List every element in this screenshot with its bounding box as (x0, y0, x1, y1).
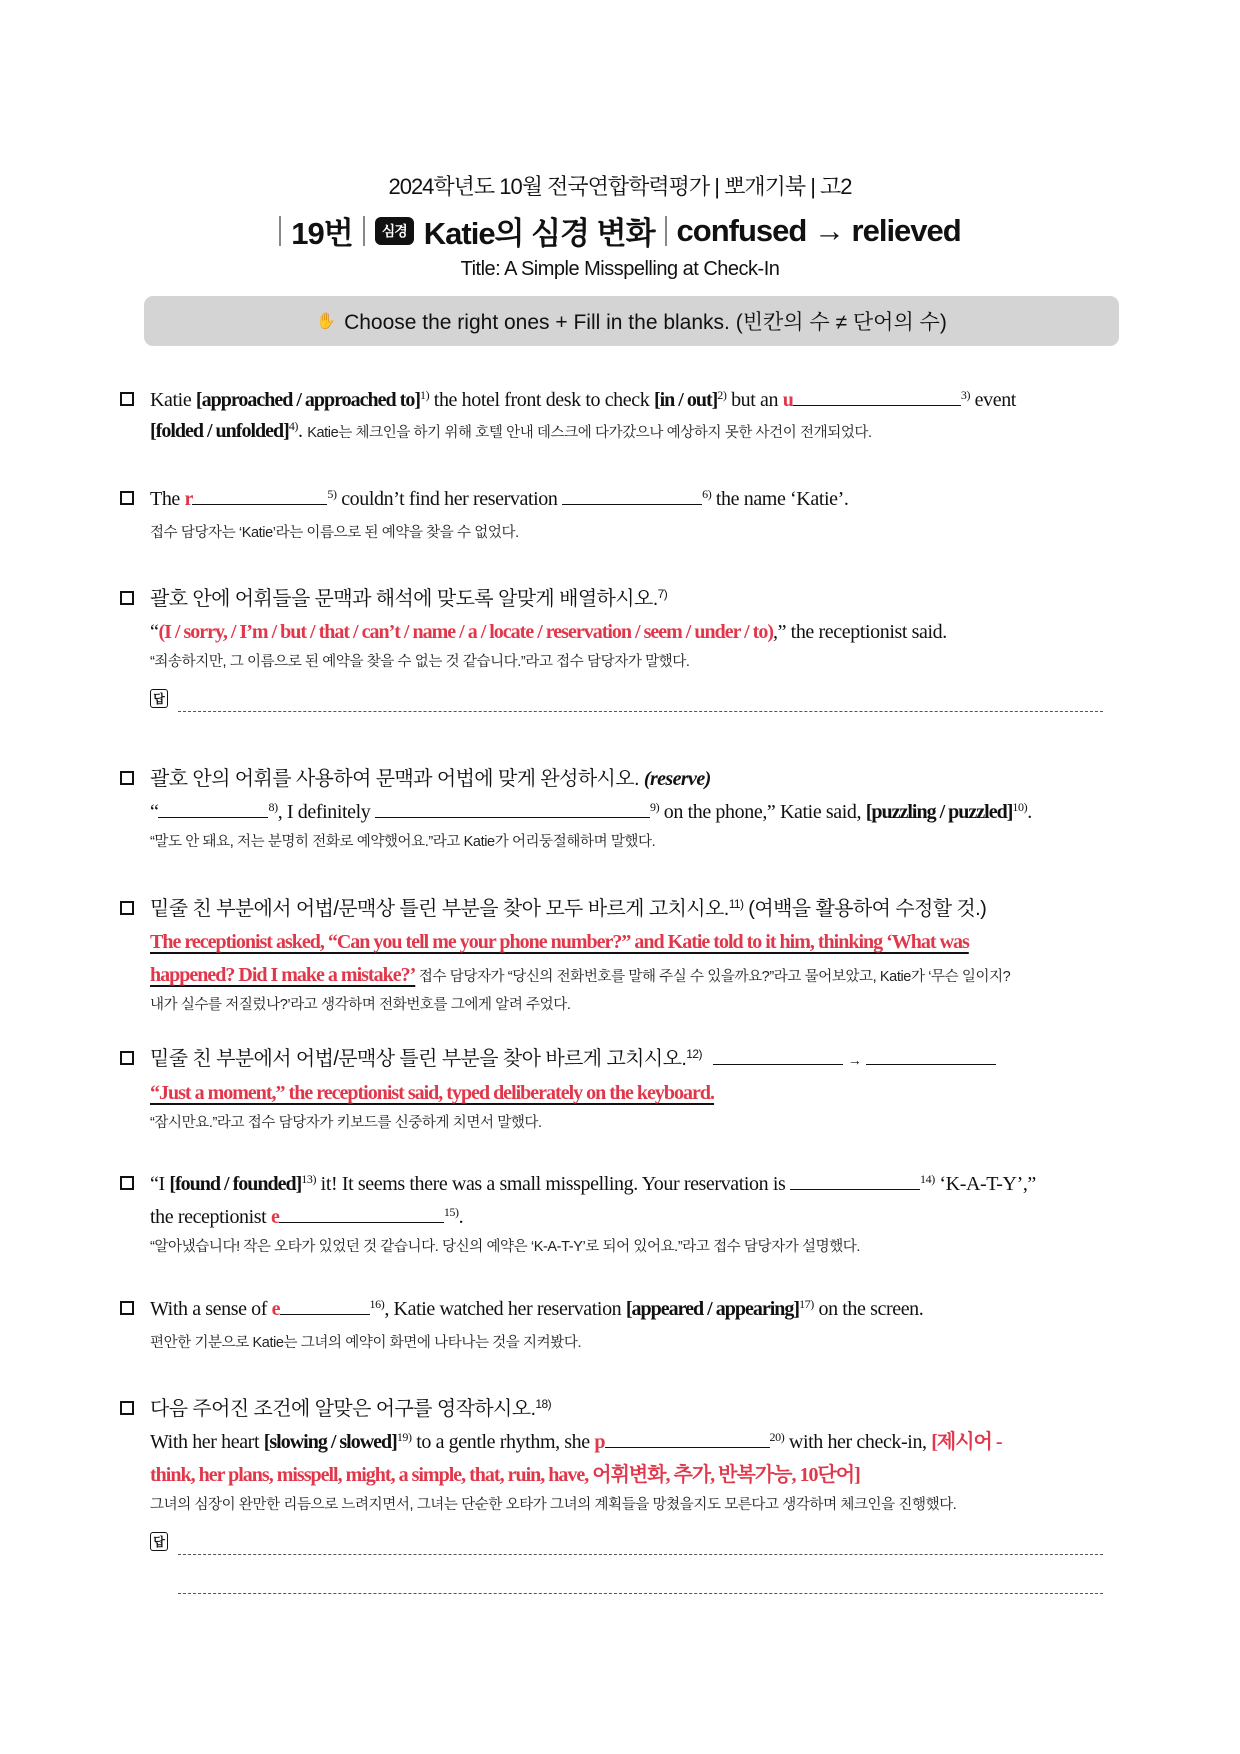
question-3: 괄호 안에 어휘들을 문맥과 해석에 맞도록 알맞게 배열하시오.$^{7)}$ “(I / sorry, / I’m / but / that / can’t / name / a / locate / reservation / seem / under / to),” the receptionist said. “죄송하지만, 그 이름으로 된 예약을 찾을 수 없는 것 같습니다.”라고 접수 담당자가 말했다. 답 (120, 583, 1130, 712)
translation: “죄송하지만, 그 이름으로 된 예약을 찾을 수 없는 것 같습니다.”라고 접수 담당자가 말했다. (150, 654, 690, 670)
prompt: 다음 주어진 조건에 알맞은 어구를 영작하시오. (150, 1398, 536, 1420)
hand-icon: ✋ (316, 313, 337, 330)
blank-9[interactable] (375, 800, 650, 818)
condition: think, her plans, misspell, might, a simple, that, ruin, have, 어휘변화, 추가, 반복가능, 10단어] (150, 1464, 860, 1486)
checkbox[interactable] (120, 392, 134, 406)
blank-5[interactable] (192, 487, 327, 505)
blank-3[interactable] (793, 388, 961, 406)
hint-letter: u (782, 389, 793, 411)
prompt: 괄호 안의 어휘를 사용하여 문맥과 어법에 맞게 완성하시오. (150, 768, 644, 790)
divider (279, 216, 281, 246)
choice-13[interactable]: [found / founded] (169, 1173, 302, 1195)
choice-19[interactable]: [slowing / slowed] (263, 1431, 397, 1453)
translation: 내가 실수를 저질렀나?’라고 생각하며 전화번호를 그에게 알려 주었다. (150, 997, 571, 1013)
checkbox[interactable] (120, 1301, 134, 1315)
hint-letter: e (271, 1298, 280, 1320)
underlined-passage: happened? Did I make a mistake?’ (150, 964, 416, 986)
divider (363, 216, 365, 246)
answer-icon: 답 (150, 689, 168, 708)
hint-letter: p (594, 1431, 605, 1453)
checkbox[interactable] (120, 771, 134, 785)
instruction-text: Choose the right ones + Fill in the blanks. (빈칸의 수 ≠ 단어의 수) (344, 311, 947, 334)
question-4: 괄호 안의 어휘를 사용하여 문맥과 어법에 맞게 완성하시오. (reserve) “ $^{8)}$, I definitely $^{9)}$ on the phone,” Katie said, [puzzling / puzzled]$^{10)}$. “말도 안 돼요, 저는 분명히 전화로 예약했어요.”라고 Katie가 어리둥절해하며 말했다. (120, 763, 1130, 855)
blank-16[interactable] (280, 1297, 370, 1315)
arrow-icon: → (847, 1052, 862, 1068)
hint-letter: e (270, 1206, 279, 1228)
translation: 그녀의 심장이 완만한 리듬으로 느려지면서, 그녀는 단순한 오타가 그녀의 계획들을 망쳤을지도 모른다고 생각하며 체크인을 진행했다. (150, 1497, 957, 1513)
blank-8[interactable] (158, 800, 268, 818)
answer-icon: 답 (150, 1532, 168, 1551)
choice-1[interactable]: [approached / approached to] (195, 389, 420, 411)
category-badge: 심경 (375, 217, 414, 245)
blank-20[interactable] (605, 1430, 770, 1448)
choice-4[interactable]: [folded / unfolded] (150, 420, 289, 442)
choice-17[interactable]: [appeared / appearing] (625, 1298, 800, 1320)
exam-info: 2024학년도 10월 전국연합학력평가 | 뽀개기북 | 고2 (388, 174, 852, 199)
question-2: The r $^{5)}$ couldn’t find her reservation $^{6)}$ the name ‘Katie’. 접수 담당자는 ‘Katie’라는 이름으로 된 예약을 찾을 수 없었다. (120, 483, 1130, 546)
question-8: With a sense of e $^{16)}$, Katie watched her reservation [appeared / appearing]$^{17)}$ on the screen. 편안한 기분으로 Katie는 그녀의 예약이 화면에 나타나는 것을 지켜봤다. (120, 1293, 1130, 1356)
choice-10[interactable]: [puzzling / puzzled] (865, 801, 1013, 823)
topic: Katie의 심경 변화 (423, 216, 655, 251)
prompt: 밑줄 친 부분에서 어법/문맥상 틀린 부분을 찾아 모두 바르게 고치시오. (150, 898, 729, 920)
keyword: (reserve) (643, 768, 711, 790)
translation: 접수 담당자가 “당신의 전화번호를 말해 주실 수 있을까요?”라고 물어보았고, Katie가 ‘무슨 일이지? (415, 969, 1011, 985)
translation: “잠시만요.”라고 접수 담당자가 키보드를 신중하게 치면서 말했다. (150, 1115, 542, 1131)
question-5: 밑줄 친 부분에서 어법/문맥상 틀린 부분을 찾아 모두 바르게 고치시오.$^{11)}$ (여백을 활용하여 수정할 것.) The receptionist asked, “Can you tell me your phone number?” and Katie told to it him, thinking ‘What was happened? Did I make a mistake?’ 접수 담당자가 “당신의 전화번호를 말해 주실 수 있을까요?”라고 물어보았고, Katie가 ‘무슨 일이지? 내가 실수를 저질렀나?’라고 생각하며 전화번호를 그에게 알려 주었다. (120, 893, 1130, 1018)
underlined-passage: The receptionist asked, “Can you tell me your phone number?” and Katie told to it him, thinking ‘What was (150, 931, 969, 953)
condition: [제시어 - (931, 1431, 1002, 1453)
blank-6[interactable] (562, 487, 702, 505)
passage-title: Title: A Simple Misspelling at Check-In (460, 258, 780, 280)
checkbox[interactable] (120, 491, 134, 505)
blank-14[interactable] (790, 1172, 920, 1190)
mood-change: confused → relieved (676, 212, 961, 248)
checkbox[interactable] (120, 591, 134, 605)
question-9: 다음 주어진 조건에 알맞은 어구를 영작하시오.$^{18)}$ With her heart [slowing / slowed]$^{19)}$ to a gentle rhythm, she p $^{20)}$ with her check-in, [제시어 - think, her plans, misspell, might, a simple, that, ruin, have, 어휘변화, 추가, 반복가능, 10단어] 그녀의 심장이 완만한 리듬으로 느려지면서, 그녀는 단순한 오타가 그녀의 계획들을 망쳤을지도 모른다고 생각하며 체크인을 진행했다. 답 (120, 1393, 1130, 1594)
checkbox[interactable] (120, 1051, 134, 1065)
translation: 접수 담당자는 ‘Katie’라는 이름으로 된 예약을 찾을 수 없었다. (150, 525, 519, 541)
blank-15[interactable] (279, 1205, 444, 1223)
translation: “알아냈습니다! 작은 오타가 있었던 것 같습니다. 당신의 예약은 ‘K-A-T-Y’로 되어 있어요.”라고 접수 담당자가 설명했다. (150, 1239, 861, 1255)
answer-line[interactable] (178, 1593, 1103, 1594)
scrambled-words: (I / sorry, / I’m / but / that / can’t / name / a / locate / reservation / seem / under / to) (158, 621, 773, 643)
blank-correct[interactable] (866, 1047, 996, 1065)
prompt: 괄호 안에 어휘들을 문맥과 해석에 맞도록 알맞게 배열하시오. (150, 588, 658, 610)
divider (665, 216, 667, 246)
question-7: “I [found / founded]$^{13)}$ it! It seems there was a small misspelling. Your reservation is $^{14)}$ ‘K-A-T-Y’,” the receptionist e $^{15)}$. “알아냈습니다! 작은 오타가 있었던 것 같습니다. 당신의 예약은 ‘K-A-T-Y’로 되어 있어요.”라고 접수 담당자가 설명했다. (120, 1168, 1130, 1260)
translation: 편안한 기분으로 Katie는 그녀의 예약이 화면에 나타나는 것을 지켜봤다. (150, 1335, 582, 1351)
checkbox[interactable] (120, 1401, 134, 1415)
answer-line[interactable] (178, 1554, 1103, 1555)
hint-letter: r (184, 488, 193, 510)
underlined-passage: “Just a moment,” the receptionist said, typed deliberately on the keyboard. (150, 1082, 715, 1104)
prompt: 밑줄 친 부분에서 어법/문맥상 틀린 부분을 찾아 바르게 고치시오. (150, 1048, 687, 1070)
answer-line[interactable] (178, 711, 1103, 712)
checkbox[interactable] (120, 1176, 134, 1190)
blank-wrong[interactable] (713, 1047, 843, 1065)
question-6: 밑줄 친 부분에서 어법/문맥상 틀린 부분을 찾아 바르게 고치시오.$^{12)}$ → “Just a moment,” the receptionist said, typed deliberately on the keyboard. “잠시만요.”라고 접수 담당자가 키보드를 신중하게 치면서 말했다. (120, 1043, 1130, 1136)
question-1: Katie [approached / approached to]$^{1)}$ the hotel front desk to check [in / out]$^{2)}$ but an u $^{3)}$ event [folded / unfolded]$^{4)}$. Katie는 체크인을 하기 위해 호텔 안내 데스크에 다가갔으나 예상하지 못한 사건이 전개되었다. (120, 384, 1130, 448)
checkbox[interactable] (120, 901, 134, 915)
question-number: 19번 (291, 216, 353, 251)
translation: Katie는 체크인을 하기 위해 호텔 안내 데스크에 다가갔으나 예상하지 못한 사건이 전개되었다. (307, 425, 872, 441)
question-heading (0, 208, 1240, 253)
choice-2[interactable]: [in / out] (653, 389, 718, 411)
instruction-banner (144, 296, 1119, 346)
translation: “말도 안 돼요, 저는 분명히 전화로 예약했어요.”라고 Katie가 어리둥절해하며 말했다. (150, 834, 656, 850)
